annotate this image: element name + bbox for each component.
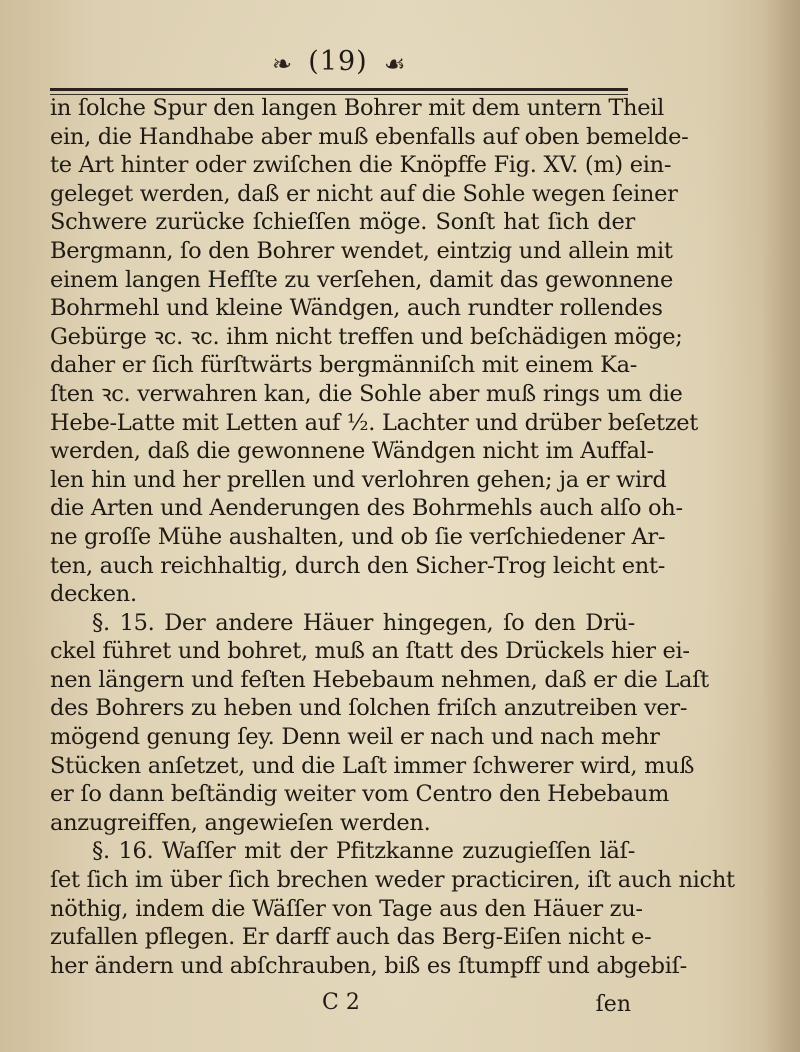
text-line: ſet ſich im über ſich brechen weder practiciren, iſt auch nicht xyxy=(50,867,735,894)
text-line: einem langen Hefſte zu verſehen, damit das gewonnene xyxy=(50,266,673,293)
catchword: ſen xyxy=(595,992,631,1017)
text-line: her ändern und abſchrauben, biß es ſtumpff und abgebiſ- xyxy=(50,952,687,979)
section-heading-line: §. 15. Der andere Häuer hingegen, ſo den Drü- xyxy=(92,609,635,636)
text-line: die Arten und Aenderungen des Bohrmehls auch alſo oh- xyxy=(50,495,683,522)
text-line: ne groſſe Mühe aushalten, und ob ſie verſchiedener Ar- xyxy=(50,523,666,550)
text-line: er ſo dann beſtändig weiter vom Centro den Hebebaum xyxy=(50,781,670,808)
text-line: Schwere zurücke ſchieſſen möge. Sonſt hat ſich der xyxy=(50,209,635,236)
text-line: geleget werden, daß er nicht auf die Sohle wegen ſeiner xyxy=(50,180,678,207)
signature-mark: C 2 xyxy=(322,990,360,1015)
text-line: ſten ꝛc. verwahren kan, die Sohle aber muß rings um die xyxy=(50,380,683,407)
text-line: Bohrmehl und kleine Wändgen, auch rundter rollendes xyxy=(50,295,663,322)
text-line: ckel führet und bohret, muß an ſtatt des Drückels hier ei- xyxy=(50,638,690,665)
text-line: nöthig, indem die Wäſſer von Tage aus den Häuer zu- xyxy=(50,895,643,922)
text-line: des Bohrers zu heben und ſolchen friſch anzutreiben ver- xyxy=(50,695,688,722)
text-line: decken. xyxy=(50,581,137,608)
text-line: nen längern und feſten Hebebaum nehmen, daß er die Laſt xyxy=(50,666,709,693)
ornament-right-icon: ☙ xyxy=(384,50,406,78)
text-line: ein, die Handhabe aber muß ebenfalls auf oben bemelde- xyxy=(50,123,689,150)
section-heading-line: §. 16. Waſſer mit der Pfitzkanne zuzugieſſen läſ- xyxy=(92,838,635,865)
text-line: Bergmann, ſo den Bohrer wendet, eintzig und allein mit xyxy=(50,237,673,264)
text-line: daher er ſich fürſtwärts bergmänniſch mit einem Ka- xyxy=(50,352,638,379)
body-text xyxy=(50,94,735,980)
text-line: len hin und her prellen und verlohren gehen; ja er wird xyxy=(50,466,667,493)
page-number: (19) xyxy=(308,46,368,77)
text-line: werden, daß die gewonnene Wändgen nicht im Auffal- xyxy=(50,438,654,465)
running-header xyxy=(48,44,628,96)
page-gutter-shadow xyxy=(762,0,800,1052)
text-line: anzugreiffen, angewieſen werden. xyxy=(50,809,431,836)
text-line: Stücken anſetzet, und die Laſt immer ſchwerer wird, muß xyxy=(50,752,695,779)
text-line: in ſolche Spur den langen Bohrer mit dem untern Theil xyxy=(50,95,665,121)
page-footer xyxy=(50,990,635,1020)
header-rule xyxy=(50,88,628,91)
text-line: te Art hinter oder zwiſchen die Knöpffe Fig. XV. (m) ein- xyxy=(50,152,672,179)
text-line: mögend genung ſey. Denn weil er nach und nach mehr xyxy=(50,724,660,751)
text-line: zufallen pflegen. Er darff auch das Berg-Eiſen nicht e- xyxy=(50,924,652,951)
text-line: ten, auch reichhaltig, durch den Sicher-Trog leicht ent- xyxy=(50,552,666,579)
text-line: Hebe-Latte mit Letten auf ½. Lachter und drüber beſetzet xyxy=(50,409,699,436)
ornament-left-icon: ❧ xyxy=(272,50,293,78)
text-line: Gebürge ꝛc. ꝛc. ihm nicht treffen und beſchädigen möge; xyxy=(50,323,683,350)
